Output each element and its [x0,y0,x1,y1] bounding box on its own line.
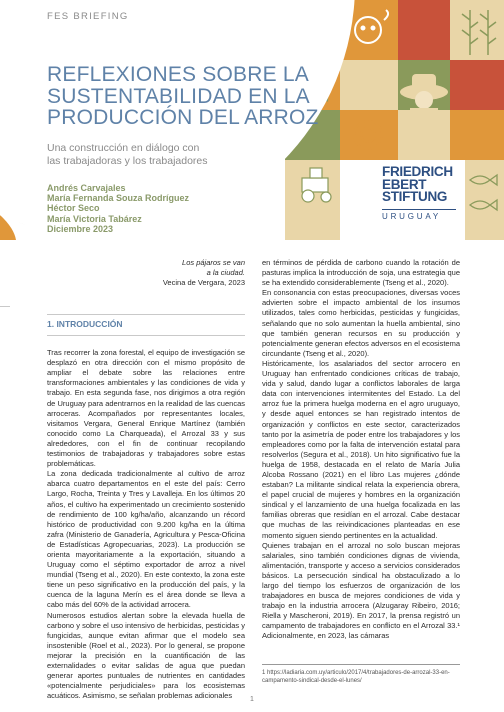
subtitle-line: Una construcción en diálogo con [47,142,200,154]
author-list [47,183,189,234]
epigraph-line: Los pájaros se van [182,258,245,267]
logo-line: STIFTUNG [382,189,448,204]
paragraph: La zona dedicada tradicionalmente al cultivo de arroz abarca cuatro departamentos en el este del país: Cerro Largo, Rocha, Treinta y Tres y Lavalleja. En los últimos 20 años, el cultivo ha experimentado un crecimiento sostenido de rendimiento de 100 kg/ha/año, alcanzando un récord histórico de productividad con 9.200 kg/ha en la última zafra (Ministerio de Ganadería, Agricultura y Pesca-Oficina de Estadísticas Agropecuarias, 2023). La producción se orienta mayoritariamente a la exportación, situando a Uruguay como el séptimo exportador de arroz a nivel mundial (Tseng et al., 2020). En este contexto, la zona este tiene un peso significativo en la producción del país, y la cuenca de la laguna Merín es el área donde se lleva a cabo más del 60% de la actividad arrocera. [47,469,245,610]
paragraph: Numerosos estudios alertan sobre la elevada huella de carbono y sobre el uso intensivo de herbicidas, pesticidas y fungicidas, aunque evitan afirmar que el modelo sea insostenible (Roel et al., 2023). Por lo general, se propone mejorar la precisión en la cuantificación de las externalidades o evitar salidas de agua que puedan generar aportes puntuales de nutrientes en cantidades «potencialmente perjudiciales» para los ecosistemas acuáticos. Asimismo, se señalan problemas adicionales [47,610,245,701]
left-column [47,258,245,701]
publication-date: Diciembre 2023 [47,223,114,234]
paragraph: Históricamente, los asalariados del sector arrocero en Uruguay han enfrentado condiciones críticas de trabajo, vida y salud, dando lugar a conflictos laborales de larga data con intervenciones intermitentes del Estado. La del arroz fue la primera huelga moderna en el agro uruguayo, y desde aquel entonces se han registrado intentos de organización y conflictos en este sector, caracterizados tanto por la asimetría de poder entre los trabajadores y los empleadores como por la falta de intervención estatal para resolverlos (Segura et al., 2018). Un hito significativo fue la huelga de 1958, destacada en el relato de María Julia Alcoba Rossano (2021) en el libro Las mujeres ¿dónde estaban? La militante sindical relata la experiencia obrera, el papel crucial de mujeres y hombres en la organización sindical y el lanzamiento de una huelga focalizada en las familias obreras que residían en el arrozal. Cabe destacar que muchas de las reivindicaciones planteadas en ese momento siguen siendo pertinentes en la actualidad. [262,358,460,540]
series-label: FES BRIEFING [47,11,129,22]
author: María Fernanda Souza Rodríguez [47,193,190,204]
author: Héctor Seco [47,203,100,214]
fes-logo [382,166,456,220]
paragraph: En consonancia con estas preocupaciones, diversas voces advierten sobre el impacto ambiental de los insumos utilizados, tales como herbicidas, pesticidas y fungicidas, señalando que no solo aumentan la huella ambiental, sino que también generan recursos en su producción y potencialmente generan efectos adversos en el ecosistema circundante (Tseng et al., 2020). [262,288,460,358]
epigraph-line: a la ciudad. [206,268,245,277]
right-column [262,258,460,642]
epigraph-source: Vecina de Vergara, 2023 [162,278,245,287]
author: Andrés Carvajales [47,183,126,193]
logo-line: FRIEDRICH [382,164,453,179]
document-subtitle [47,142,287,167]
author: María Victoria Tabárez [47,213,142,224]
logo-line: EBERT [382,176,427,192]
subtitle-line: las trabajadoras y los trabajadores [47,154,208,167]
section-heading: 1. INTRODUCCIÓN [47,314,245,336]
paragraph: Quienes trabajan en el arrozal no solo buscan mejoras salariales, sino también condiciones dignas de vivienda, alimentación, transporte y acceso a servicios considerados básicos. La persecución sindical ha obstaculizado a lo largo del tiempo los esfuerzos de organización de los trabajadores en busca de mejores condiciones de vida y trabajo en la industria arrocera (Alzugaray Ribeiro, 2016; Riella y Mascheroni, 2019). En 2017, la prensa registró un campamento de trabajadores en conflicto en el Arrozal 33.¹ Adicionalmente, en 2023, las cámaras [262,540,460,641]
paragraph: Tras recorrer la zona forestal, el equipo de investigación se desplazó en otra dirección con el mismo propósito de ampliar el debate sobre las relaciones entre transformaciones ambientales y las condiciones de vida y trabajo. En esta segunda fase, nos dirigimos a otra región de Uruguay para adentrarnos en la realidad de las cuencas arroceras. Acompañados por representantes locales, visitamos Vergara, General Enrique Martínez (también conocido como La Charqueada), el Arrozal 33 y sus alrededores, con el fin de continuar recopilando testimonios de trabajadoras y trabajadores sobre estas problemáticas. [47,348,245,469]
cover-banner [0,0,504,240]
footnote[interactable]: 1 https://ladiaria.com.uy/articulo/2017/4/trabajadores-de-arrozal-33-en-campamento-sindical-desde-el-lunes/ [262,664,460,685]
paragraph: en términos de pérdida de carbono cuando la rotación de pasturas implica la introducción de soja, una estrategia que se ha extendido considerablemente (Tseng et al., 2020). [262,258,460,288]
page-number: 1 [250,696,254,703]
epigraph [47,258,245,288]
title-line: PRODUCCIÓN DEL ARROZ [47,106,319,129]
title-line: SUSTENTABILIDAD EN LA [47,84,310,108]
document-title [47,64,347,129]
margin-rule [0,306,10,307]
logo-country: URUGUAY [382,209,456,221]
title-line: REFLEXIONES SOBRE LA [47,63,309,86]
